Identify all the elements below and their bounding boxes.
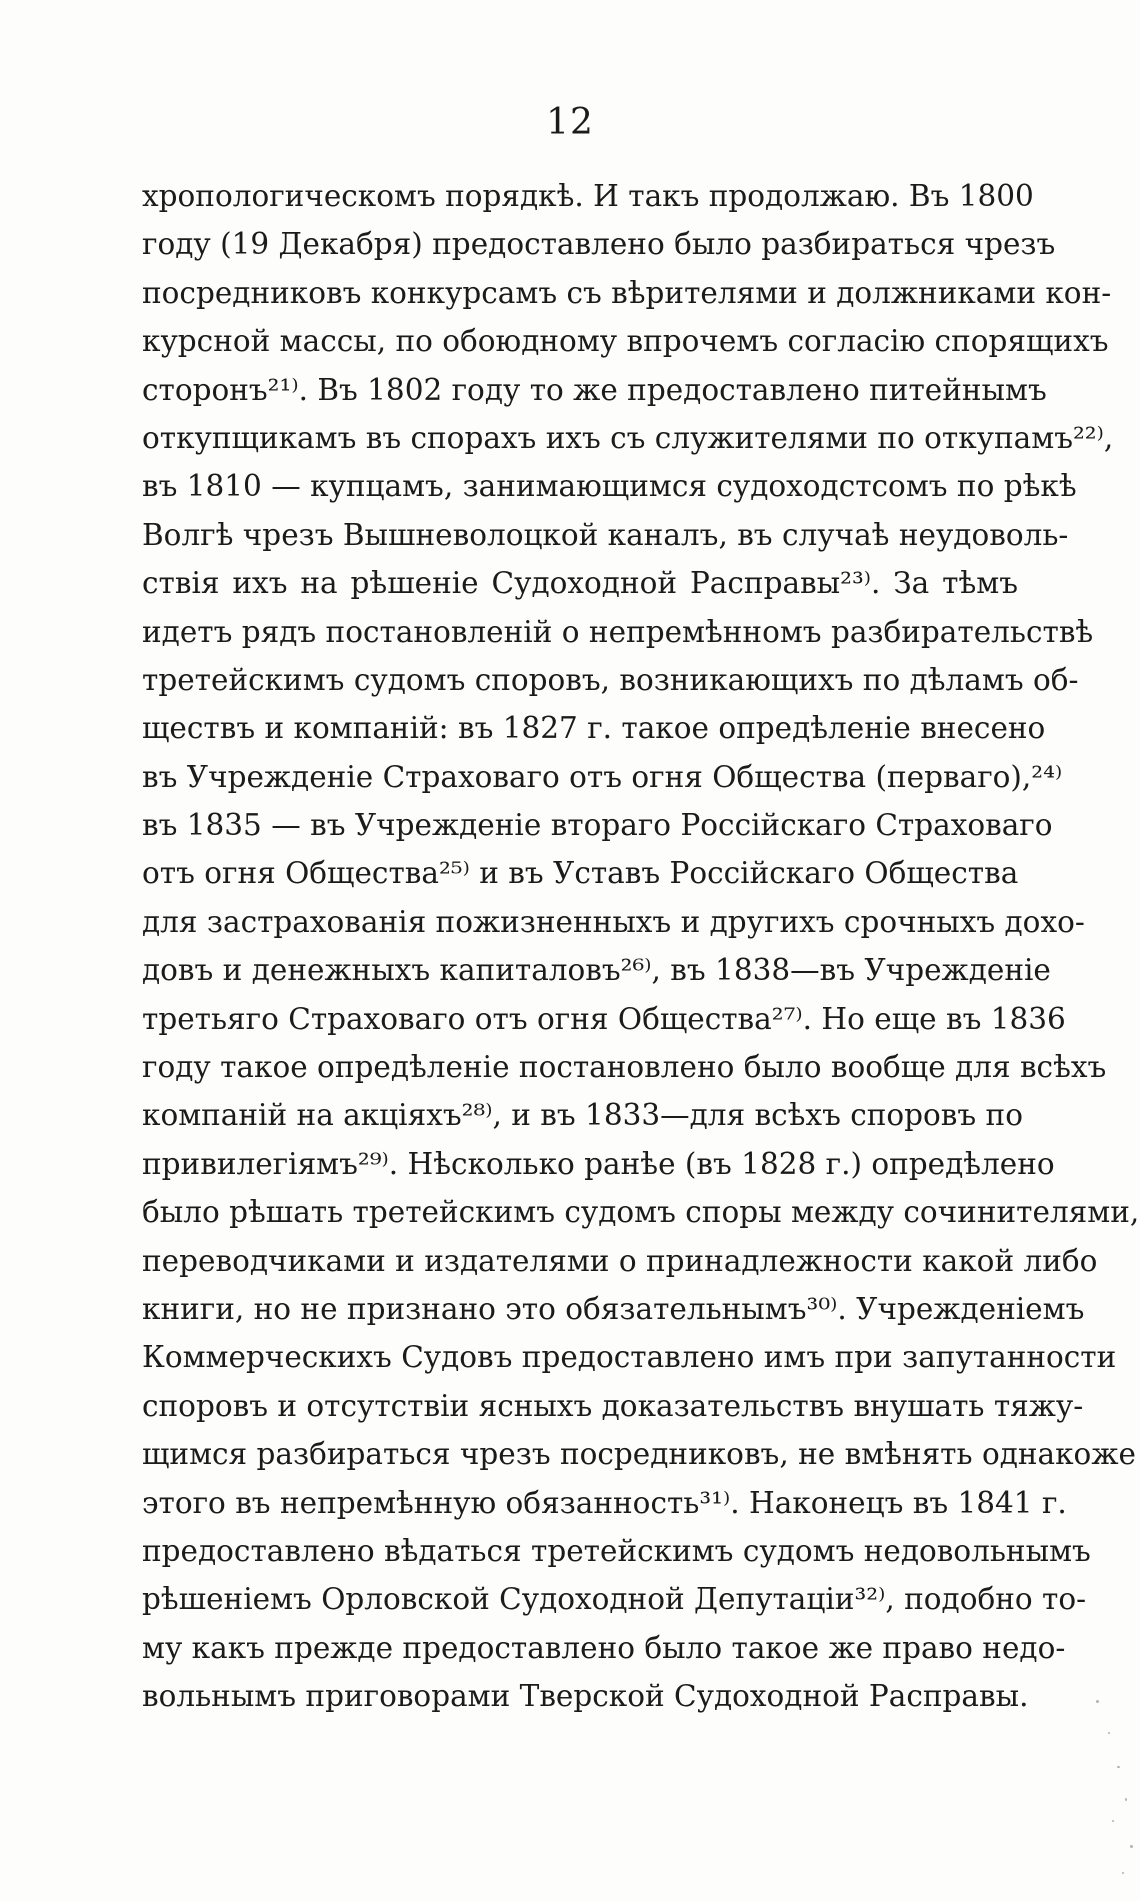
scan-speck bbox=[1096, 1700, 1099, 1703]
text-line: въ 1810 — купцамъ, занимающимся судоходстсомъ по рѣкѣ bbox=[142, 469, 1077, 504]
text-line: щимся разбираться чрезъ посредниковъ, не вмѣнять однакоже bbox=[142, 1437, 1136, 1472]
text-line: году такое опредѣленіе постановлено было вообще для всѣхъ bbox=[142, 1050, 1107, 1085]
text-line: этого въ непремѣнную обязанность³¹⁾. Наконецъ въ 1841 г. bbox=[142, 1485, 1067, 1520]
scan-speck bbox=[1125, 1798, 1127, 1801]
scan-speck bbox=[1112, 1820, 1114, 1822]
text-line: Волгѣ чрезъ Вышневолоцкой каналъ, въ случаѣ неудоволь- bbox=[142, 517, 1069, 552]
text-line: посредниковъ конкурсамъ съ вѣрителями и должниками кон- bbox=[142, 275, 1112, 310]
text-line: третьяго Страховаго отъ огня Общества²⁷⁾. Но еще въ 1836 bbox=[142, 1001, 1066, 1036]
text-line: компаній на акціяхъ²⁸⁾, и въ 1833—для всѣхъ споровъ по bbox=[142, 1098, 1023, 1133]
text-line: рѣшеніемъ Орловской Судоходной Депутаціи³²⁾, подобно то- bbox=[142, 1582, 1087, 1617]
text-line: идетъ рядъ постановленій о непремѣнномъ разбирательствѣ bbox=[142, 614, 1094, 649]
text-line: ствія ихъ на рѣшеніе Судоходной Расправы²³⁾. За тѣмъ bbox=[142, 566, 1018, 601]
text-line: Коммерческихъ Судовъ предоставлено имъ при запутанности bbox=[142, 1340, 1117, 1375]
scan-speck bbox=[1108, 1732, 1110, 1734]
text-line: вольнымъ приговорами Тверской Судоходной Расправы. bbox=[142, 1679, 1029, 1714]
text-line: въ Учрежденіе Страховаго отъ огня Общества (перваго),²⁴⁾ bbox=[142, 759, 1063, 794]
page-number: 12 bbox=[546, 102, 594, 143]
body-paragraph bbox=[142, 172, 1140, 1721]
text-line: му какъ прежде предоставлено было такое же право недо- bbox=[142, 1630, 1066, 1665]
text-line: году (19 Декабря) предоставлено было разбираться чрезъ bbox=[142, 227, 1056, 262]
text-line: въ 1835 — въ Учрежденіе втораго Россійскаго Страховаго bbox=[142, 808, 1053, 843]
text-line: споровъ и отсутствіи ясныхъ доказательствъ внушать тяжу- bbox=[142, 1388, 1084, 1423]
text-line: книги, но не признано это обязательнымъ³⁰⁾. Учрежденіемъ bbox=[142, 1291, 1085, 1326]
scan-speck bbox=[1122, 1872, 1124, 1874]
text-line: довъ и денежныхъ капиталовъ²⁶⁾, въ 1838—въ Учрежденіе bbox=[142, 953, 1051, 988]
text-line: было рѣшать третейскимъ судомъ споры между сочинителями, bbox=[142, 1195, 1140, 1230]
text-line: ществъ и компаній: въ 1827 г. такое опредѣленіе внесено bbox=[142, 711, 1046, 746]
scan-speck bbox=[1117, 1766, 1120, 1768]
text-line: для застрахованія пожизненныхъ и другихъ срочныхъ дохо- bbox=[142, 904, 1085, 939]
text-line: привилегіямъ²⁹⁾. Нѣсколько ранѣе (въ 1828 г.) опредѣлено bbox=[142, 1146, 1055, 1181]
text-line: переводчиками и издателями о принадлежности какой либо bbox=[142, 1243, 1098, 1278]
text-line: сторонъ²¹⁾. Въ 1802 году то же предоставлено питейнымъ bbox=[142, 372, 1047, 407]
text-line: предоставлено вѣдаться третейскимъ судомъ недовольнымъ bbox=[142, 1533, 1091, 1568]
text-line: хропологическомъ порядкѣ. И такъ продолжаю. Въ 1800 bbox=[142, 179, 1034, 213]
text-line: отъ огня Общества²⁵⁾ и въ Уставъ Россійскаго Общества bbox=[142, 856, 1019, 891]
text-line: откупщикамъ въ спорахъ ихъ съ служителями по откупамъ²²⁾, bbox=[142, 420, 1114, 455]
text-line: третейскимъ судомъ споровъ, возникающихъ по дѣламъ об- bbox=[142, 662, 1079, 697]
scan-speck bbox=[1130, 1845, 1133, 1848]
text-line: курсной массы, по обоюдному впрочемъ согласію спорящихъ bbox=[142, 324, 1109, 359]
